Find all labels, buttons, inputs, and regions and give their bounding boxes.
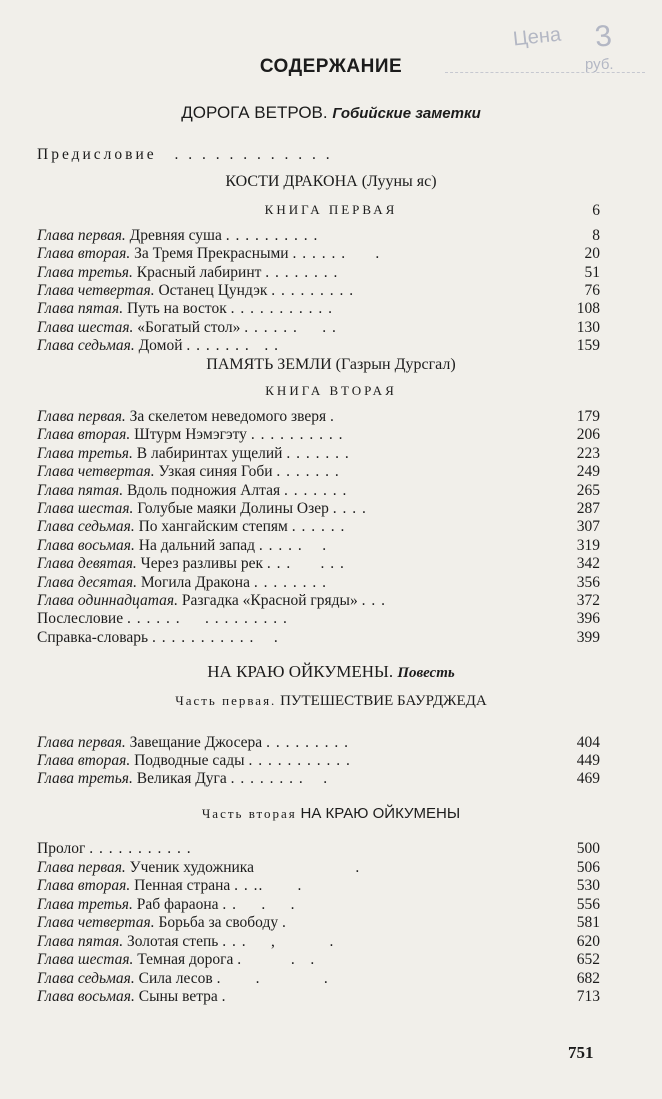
stamp-text-c: руб.: [585, 56, 614, 73]
entry-title: Подводные сады: [134, 752, 245, 769]
entry-title: За Тремя Прекрасными: [134, 245, 289, 262]
chapter-label: Глава вторая.: [37, 877, 131, 894]
leader-dots: . . . . . . . . .: [186, 337, 279, 354]
page-number-footer: 751: [568, 1043, 594, 1062]
chapter-label: Глава седьмая.: [37, 337, 135, 354]
toc-entry: [37, 840, 600, 858]
entry-title: Раб фараона: [136, 896, 219, 913]
page-number: 449: [576, 752, 600, 769]
page-number: 620: [576, 933, 600, 950]
entry-title: Через разливы рек: [140, 555, 263, 572]
page-number: 6: [592, 202, 600, 219]
leader-dots: . . . . . . . . . . .: [230, 300, 334, 317]
toc-entry: [37, 227, 600, 245]
entry-title: Голубые маяки Долины Озер: [137, 500, 329, 517]
entry-title: Пенная страна: [134, 877, 231, 894]
page-number: 206: [576, 426, 600, 443]
entry-title: Справка-словарь: [37, 629, 149, 646]
chapter-label: Глава третья.: [37, 770, 133, 787]
entry-title: Красный лабиринт: [136, 264, 262, 281]
toc-entry: [37, 482, 600, 500]
toc-entry: [37, 518, 600, 536]
page-number: 8: [592, 227, 600, 244]
entry-title: Штурм Нэмэгэту: [134, 426, 247, 443]
toc-entry: [37, 555, 600, 573]
toc-entry: [37, 933, 600, 951]
leader-dots: . . . . . . . . . . .: [248, 752, 351, 769]
entry-title: На дальний запад: [138, 537, 256, 554]
chapter-label: Глава восьмая.: [37, 537, 135, 554]
toc-entry: [37, 610, 600, 628]
toc-entry: [37, 574, 600, 592]
chapter-label: Глава шестая.: [37, 319, 134, 336]
toc-entry: [37, 500, 600, 518]
section-title: ПУТЕШЕСТВИЕ БАУРДЖЕДА: [280, 693, 487, 709]
book-subheading: КНИГА ПЕРВАЯ: [264, 202, 398, 217]
leader-dots: . . . . . . .: [276, 463, 340, 480]
entry-title: Темная дорога: [137, 951, 234, 968]
part-subtitle: Гобийские заметки: [332, 105, 481, 122]
page-number: 372: [576, 592, 600, 609]
book-heading: КОСТИ ДРАКОНА (Лууны яс): [225, 173, 437, 190]
leader-dots: . . . . . .: [258, 537, 328, 554]
leader-dots: . . . . . . . . .: [266, 734, 349, 751]
leader-dots: . . . . . . . . . .: [250, 426, 344, 443]
toc-entry-preface: [37, 146, 600, 164]
entry-title: Ученик художника: [129, 859, 254, 876]
page-number: 396: [576, 610, 600, 627]
entry-title: Борьба за свободу: [158, 914, 279, 931]
chapter-label: Глава шестая.: [37, 500, 134, 517]
entry-title: Великая Дуга: [136, 770, 227, 787]
part-subtitle: Повесть: [397, 665, 455, 681]
chapter-label: Глава седьмая.: [37, 518, 135, 535]
chapter-label: Глава третья.: [37, 896, 133, 913]
page-number: 307: [576, 518, 600, 535]
section-title: НА КРАЮ ОЙКУМЕНЫ: [300, 805, 461, 822]
page-number: 287: [576, 500, 600, 517]
page-title: СОДЕРЖАНИЕ: [259, 56, 403, 77]
toc-entry: [37, 951, 600, 969]
leader-dots: .: [281, 914, 287, 931]
leader-dots: . . . . . . . .: [244, 319, 337, 336]
page-number: 556: [576, 896, 600, 913]
page-number: 500: [576, 840, 600, 857]
toc-entry: [37, 282, 600, 300]
page-number: 130: [576, 319, 600, 336]
chapter-label: Глава шестая.: [37, 951, 134, 968]
page-number: 20: [584, 245, 600, 262]
leader-dots: . . . . . .: [291, 518, 346, 535]
stamp-text-a: Цена: [511, 23, 563, 51]
leader-dots: .: [221, 988, 227, 1005]
leader-dots: .: [257, 859, 361, 876]
part-title: НА КРАЮ ОЙКУМЕНЫ.: [207, 662, 394, 681]
chapter-label: Глава седьмая.: [37, 970, 135, 987]
page-number: 581: [576, 914, 600, 931]
book-subheading: КНИГА ВТОРАЯ: [265, 383, 397, 398]
toc-entry: [37, 537, 600, 555]
page-number: 356: [576, 574, 600, 591]
toc-entry: [37, 592, 600, 610]
leader-dots: . . . . . . . .: [265, 264, 339, 281]
toc-entry: [37, 988, 600, 1006]
leader-dots: . . . . . . . .: [253, 574, 327, 591]
page-number: 108: [576, 300, 600, 317]
entry-title: Сыны ветра: [138, 988, 218, 1005]
book-heading: ПАМЯТЬ ЗЕМЛИ (Газрын Дурсгал): [206, 356, 456, 373]
page-number: 530: [576, 877, 600, 894]
page-number: 713: [576, 988, 600, 1005]
toc-entry: [37, 408, 600, 426]
entry-title: «Богатый стол»: [137, 319, 241, 336]
entry-title: Вдоль подножия Алтая: [126, 482, 281, 499]
page-number: 682: [576, 970, 600, 987]
chapter-label: Глава четвертая.: [37, 282, 155, 299]
entry-title: Могила Дракона: [140, 574, 250, 591]
toc-entry: [37, 629, 600, 647]
page-number: 76: [584, 282, 600, 299]
leader-dots: . . . . . . . . .: [230, 770, 329, 787]
page-number: 506: [576, 859, 600, 876]
part-heading-road-of-winds: [0, 103, 662, 123]
page-number: 652: [576, 951, 600, 968]
entry-title: Древняя суша: [129, 227, 222, 244]
chapter-label: Глава вторая.: [37, 245, 131, 262]
chapter-label: Глава первая.: [37, 408, 126, 425]
chapter-label: Глава третья.: [37, 445, 133, 462]
entry-title: Домой: [138, 337, 183, 354]
leader-dots: . . . , .: [222, 933, 335, 950]
leader-dots: . . . . . . .: [286, 445, 350, 462]
entry-title: Останец Цундэк: [158, 282, 268, 299]
chapter-label: Глава четвертая.: [37, 463, 155, 480]
chapter-label: Глава первая.: [37, 734, 126, 751]
leader-dots: . . . . . .: [266, 555, 345, 572]
chapter-label: Глава вторая.: [37, 426, 131, 443]
page-number: 51: [584, 264, 600, 281]
chapter-label: Глава девятая.: [37, 555, 137, 572]
toc-entry: [37, 734, 600, 752]
part-heading-oikumene: [0, 662, 662, 682]
entry-title: Послесловие: [37, 610, 124, 627]
chapter-label: Глава восьмая.: [37, 988, 135, 1005]
chapter-label: Глава третья.: [37, 264, 133, 281]
leader-dots: . . . . . . . . . .: [225, 227, 319, 244]
chapter-label: Глава десятая.: [37, 574, 137, 591]
toc-entry: [37, 300, 600, 318]
section-prefix: Часть первая.: [175, 693, 277, 708]
page-number: 319: [576, 537, 600, 554]
leader-dots: . . . .: [332, 500, 367, 517]
toc-entry: [37, 896, 600, 914]
leader-dots: . . . . . . . . . . .: [89, 840, 192, 857]
entry-title: Узкая синяя Гоби: [158, 463, 273, 480]
leader-dots: . . .: [361, 592, 386, 609]
chapter-label: Глава первая.: [37, 859, 126, 876]
entry-title: По хангайским степям: [138, 518, 288, 535]
toc-entry: [37, 752, 600, 770]
entry-title: Золотая степь: [126, 933, 219, 950]
toc-entry: [37, 914, 600, 932]
leader-dots: . . . . . . . . . . . . . . .: [126, 610, 288, 627]
leader-dots: . . . . . . . . . . . .: [151, 629, 279, 646]
section-heading: [0, 693, 662, 710]
entry-title: Разгадка «Красной гряды»: [181, 592, 358, 609]
leader-dots: . . . . . . .: [292, 245, 381, 262]
section-heading: [0, 805, 662, 823]
stamp-text-b: 3: [593, 19, 614, 54]
toc-entry: [37, 463, 600, 481]
page-number: 265: [576, 482, 600, 499]
toc-entry: [37, 877, 600, 895]
toc-entry: [37, 859, 600, 877]
chapter-label: Глава пятая.: [37, 300, 124, 317]
entry-title: Путь на восток: [126, 300, 227, 317]
toc-entry: [37, 426, 600, 444]
page-number: 179: [576, 408, 600, 425]
leader-dots: . . . .: [222, 896, 296, 913]
leader-dots: . . .. .: [234, 877, 303, 894]
leader-dots: . . .: [237, 951, 316, 968]
toc-entry: [37, 337, 600, 355]
chapter-label: Глава четвертая.: [37, 914, 155, 931]
leader-dots: . . . . . . .: [283, 482, 348, 499]
book-subheading-page: [37, 202, 600, 220]
leader-dots: . . .: [216, 970, 329, 987]
page-number: 159: [576, 337, 600, 354]
entry-title: Пролог: [37, 840, 86, 857]
chapter-label: Глава первая.: [37, 227, 126, 244]
page-number: 404: [576, 734, 600, 751]
toc-entry: [37, 445, 600, 463]
part-title: ДОРОГА ВЕТРОВ.: [181, 103, 328, 122]
page-number: 469: [576, 770, 600, 787]
section-prefix: Часть вторая: [201, 806, 297, 821]
chapter-label: Глава пятая.: [37, 933, 124, 950]
toc-entry: [37, 770, 600, 788]
leader-dots: .: [329, 408, 335, 425]
entry-title: За скелетом неведомого зверя: [129, 408, 327, 425]
chapter-label: Глава вторая.: [37, 752, 131, 769]
entry-title: В лабиринтах ущелий: [136, 445, 283, 462]
page-number: 342: [576, 555, 600, 572]
entry-title: Предисловие: [37, 146, 157, 163]
leader-dots: . . . . . . . . .: [271, 282, 355, 299]
toc-entry: [37, 970, 600, 988]
page-number: 223: [576, 445, 600, 462]
toc-entry: [37, 319, 600, 337]
entry-title: Завещание Джосера: [129, 734, 263, 751]
toc-entry: [37, 264, 600, 282]
page-number: 249: [576, 463, 600, 480]
toc-entry: [37, 245, 600, 263]
page-number: 399: [576, 629, 600, 646]
chapter-label: Глава одиннадцатая.: [37, 592, 178, 609]
entry-title: Сила лесов: [138, 970, 213, 987]
chapter-label: Глава пятая.: [37, 482, 124, 499]
leader-dots: . . . . . . . . . . . .: [174, 146, 333, 163]
